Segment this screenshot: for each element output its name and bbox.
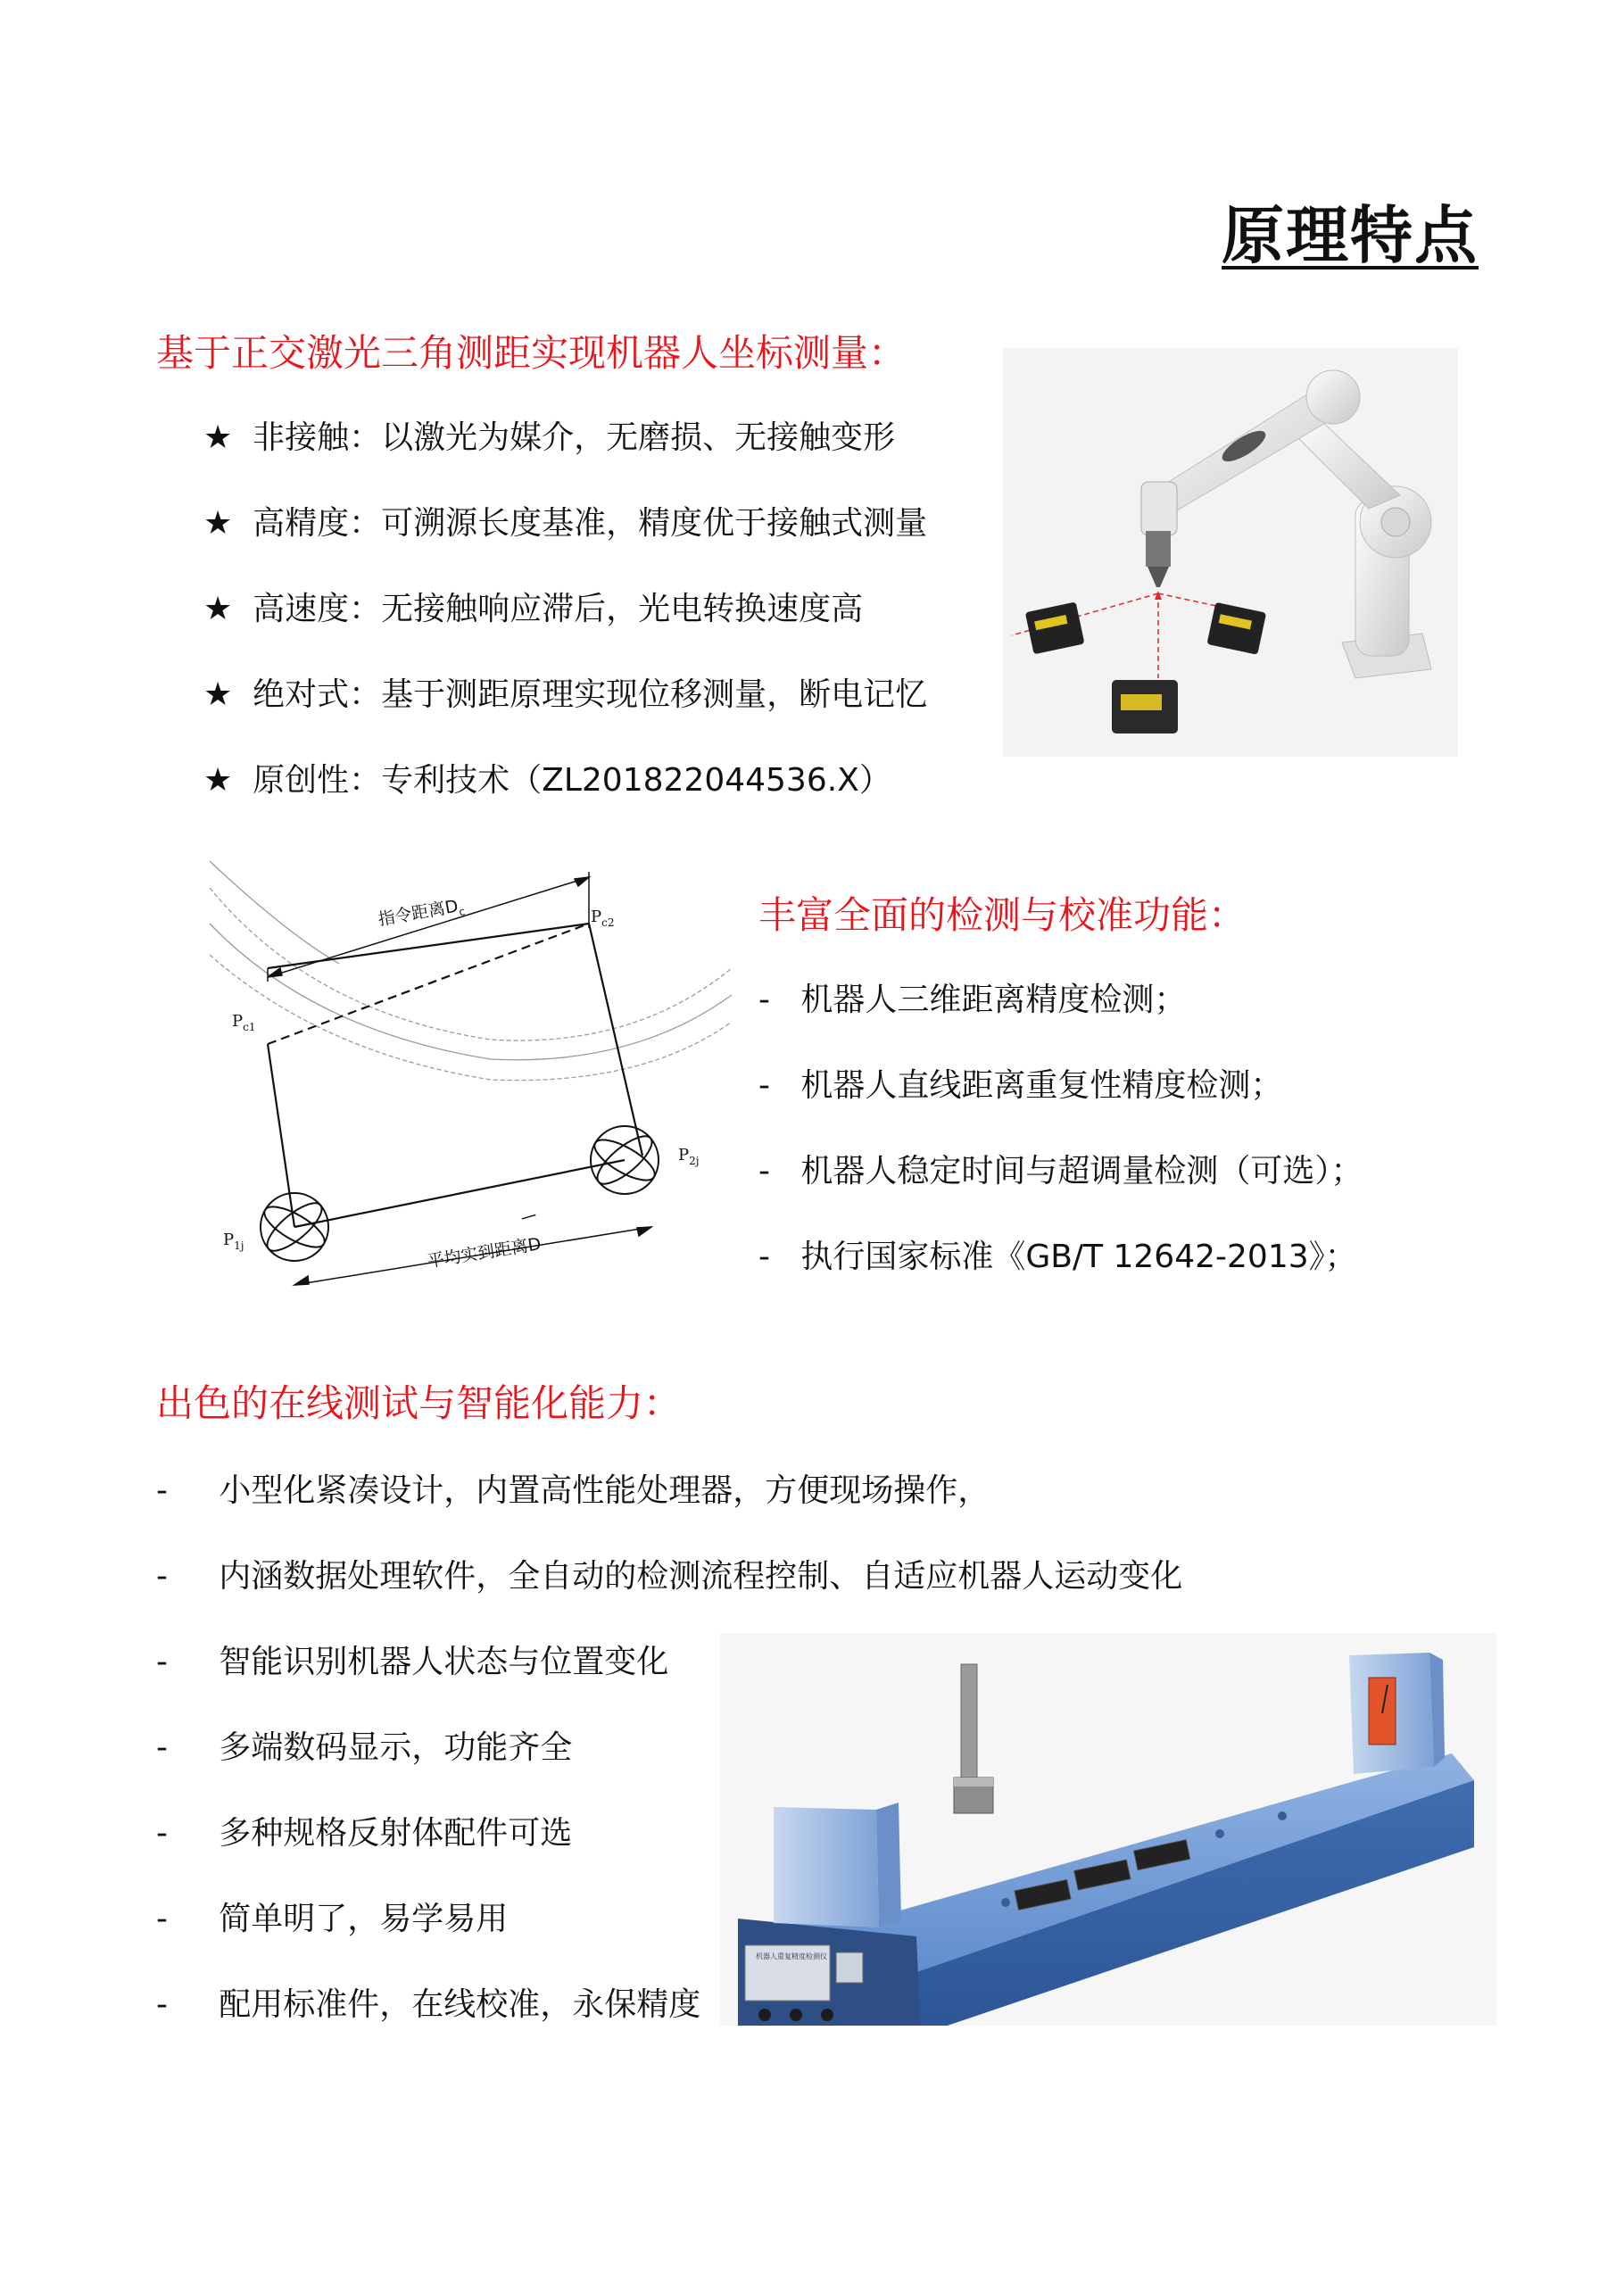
star-icon: ★ bbox=[203, 762, 233, 799]
list-item: ★ 原创性：专利技术（ZL201822044536.X） bbox=[203, 762, 891, 799]
section3-heading: 出色的在线测试与智能化能力： bbox=[156, 1381, 682, 1425]
star-icon: ★ bbox=[203, 591, 233, 627]
dash-bullet: - bbox=[156, 1901, 168, 1937]
dash-bullet: - bbox=[758, 982, 770, 1018]
page-title: 原理特点 bbox=[1222, 199, 1479, 272]
list-item: - 执行国家标准《GB/T 12642-2013》； bbox=[758, 1239, 1357, 1275]
dash-bullet: - bbox=[758, 1153, 770, 1189]
star-icon: ★ bbox=[203, 419, 233, 456]
list-item: - 机器人直线距离重复性精度检测； bbox=[758, 1067, 1283, 1104]
list-item: - 机器人三维距离精度检测； bbox=[758, 982, 1187, 1018]
svg-text:指令距离Dc: 指令距离$D_c$ bbox=[377, 896, 467, 930]
dash-bullet: - bbox=[758, 1067, 770, 1104]
list-item: ★ 非接触：以激光为媒介，无磨损、无接触变形 bbox=[203, 419, 896, 456]
section1-heading: 基于正交激光三角测距实现机器人坐标测量： bbox=[156, 331, 907, 375]
dash-bullet: - bbox=[156, 1986, 168, 2023]
measurement-diagram bbox=[205, 852, 732, 1316]
svg-text:机器人重复精度检测仪: 机器人重复精度检测仪 bbox=[756, 1952, 827, 1960]
dash-bullet: - bbox=[156, 1644, 168, 1680]
dash-bullet: - bbox=[156, 1815, 168, 1852]
svg-text:Pc2: $P_{c2}$ bbox=[591, 908, 615, 929]
list-item: - 配用标准件，在线校准，永保精度 bbox=[156, 1986, 701, 2023]
svg-text:Pc1: $P_{c1}$ bbox=[232, 1012, 256, 1033]
list-item: ★ 高速度：无接触响应滞后，光电转换速度高 bbox=[203, 591, 864, 627]
dash-bullet: - bbox=[156, 1472, 168, 1509]
list-item: - 内涵数据处理软件，全自动的检测流程控制、自适应机器人运动变化 bbox=[156, 1558, 1183, 1595]
list-item: - 多种规格反射体配件可选 bbox=[156, 1815, 573, 1852]
robot-arm-image bbox=[1003, 348, 1458, 757]
svg-text:P2j: $P_{2j}$ bbox=[678, 1146, 700, 1167]
star-icon: ★ bbox=[203, 676, 233, 713]
list-item: - 机器人稳定时间与超调量检测（可选）； bbox=[758, 1153, 1363, 1189]
section2-heading: 丰富全面的检测与校准功能： bbox=[758, 893, 1247, 937]
list-item: - 多端数码显示，功能齐全 bbox=[156, 1729, 573, 1766]
list-item: - 简单明了，易学易用 bbox=[156, 1901, 509, 1937]
device-image bbox=[720, 1633, 1496, 2026]
list-item: - 小型化紧凑设计，内置高性能处理器，方便现场操作， bbox=[156, 1472, 990, 1509]
list-item: ★ 绝对式：基于测距原理实现位移测量，断电记忆 bbox=[203, 676, 928, 713]
dash-bullet: - bbox=[758, 1239, 770, 1275]
svg-text:P1j: $P_{1j}$ bbox=[223, 1231, 244, 1252]
list-item: - 智能识别机器人状态与位置变化 bbox=[156, 1644, 669, 1680]
dash-bullet: - bbox=[156, 1729, 168, 1766]
svg-text:平均实到距离D: 平均实到距离D bbox=[426, 1234, 543, 1272]
dash-bullet: - bbox=[156, 1558, 168, 1595]
list-item: ★ 高精度：可溯源长度基准，精度优于接触式测量 bbox=[203, 505, 928, 542]
star-icon: ★ bbox=[203, 505, 233, 542]
